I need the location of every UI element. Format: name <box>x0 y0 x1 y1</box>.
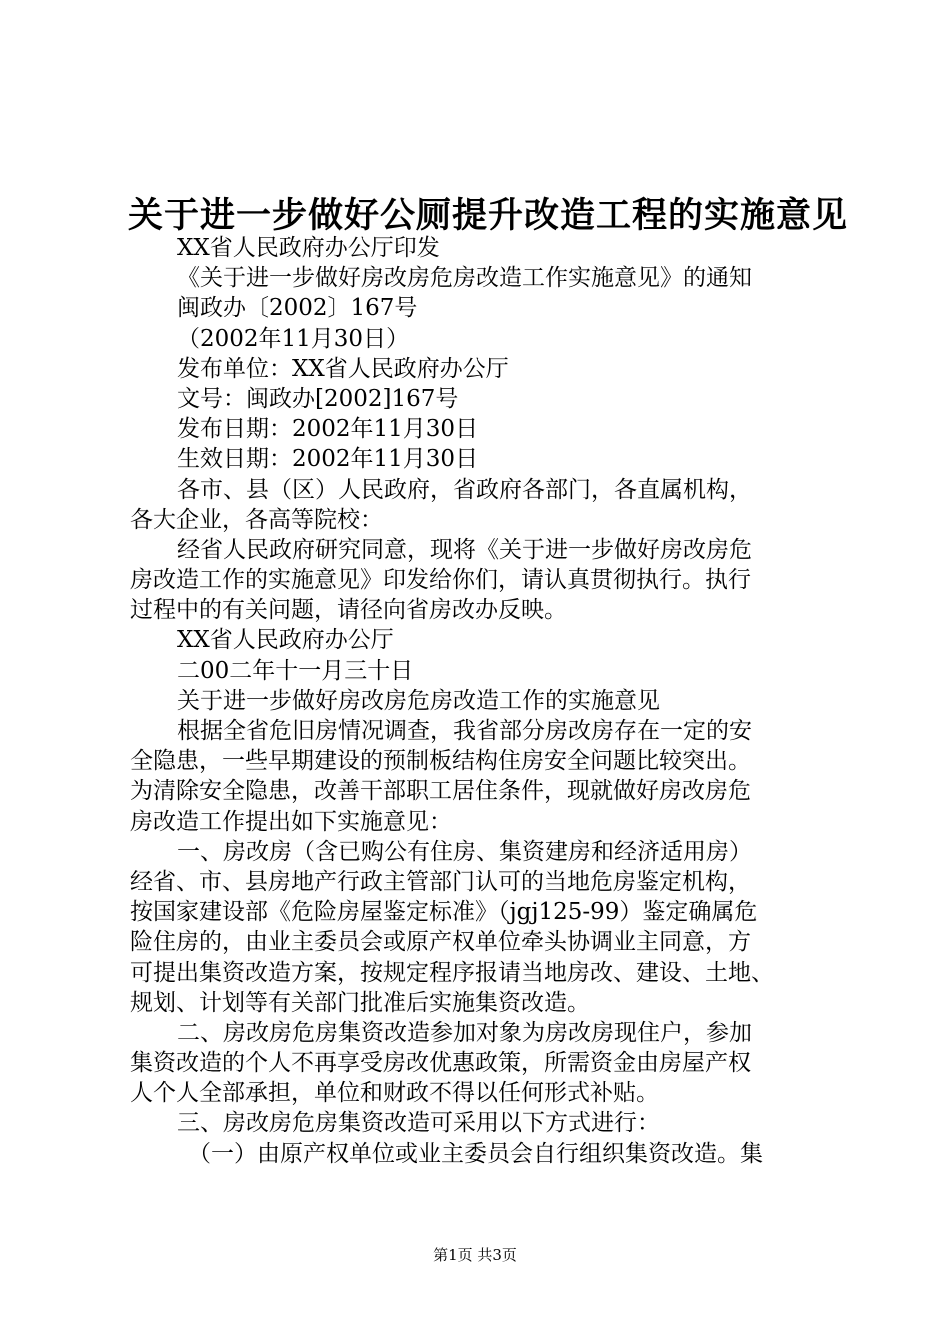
text-line: 关于进一步做好房改房危房改造工作的实施意见 <box>177 687 660 714</box>
document-body <box>130 233 835 1169</box>
text-line: 《关于进一步做好房改房危房改造工作实施意见》的通知 <box>177 265 752 292</box>
text-line: XX省人民政府办公厅印发 <box>177 235 440 261</box>
text-line: 发布单位：XX省人民政府办公厅 <box>177 355 509 382</box>
text-line: 规划、计划等有关部门批准后实施集资改造。 <box>130 989 590 1016</box>
text-line: 各大企业，各高等院校： <box>130 506 383 533</box>
text-line: 可提出集资改造方案，按规定程序报请当地房改、建设、土地、 <box>130 959 774 986</box>
text-line: 闽政办〔2002〕167号 <box>177 295 418 322</box>
text-line: 一、房改房（含已购公有住房、集资建房和经济适用房） <box>177 838 752 865</box>
text-line: 经省人民政府研究同意，现将《关于进一步做好房改房危 <box>177 536 752 563</box>
text-line: 二00二年十一月三十日 <box>177 657 414 684</box>
text-line: （2002年11月30日） <box>177 325 410 352</box>
text-line: 文号：闽政办[2002]167号 <box>177 385 459 412</box>
text-line: 为清除安全隐患，改善干部职工居住条件，现就做好房改房危 <box>130 778 751 805</box>
text-line: 二、房改房危房集资改造参加对象为房改房现住户，参加 <box>177 1019 752 1046</box>
text-line: （一）由原产权单位或业主委员会自行组织集资改造。集 <box>188 1140 763 1167</box>
text-line: 生效日期：2002年11月30日 <box>177 446 479 473</box>
text-line: 过程中的有关问题，请径向省房改办反映。 <box>130 597 567 624</box>
text-line: 经省、市、县房地产行政主管部门认可的当地危房鉴定机构， <box>130 868 751 895</box>
text-line: 险住房的，由业主委员会或原产权单位牵头协调业主同意，方 <box>130 929 751 956</box>
text-line: 各市、县（区）人民政府，省政府各部门，各直属机构， <box>177 476 752 503</box>
text-line: 集资改造的个人不再享受房改优惠政策，所需资金由房屋产权 <box>130 1050 751 1077</box>
page-footer: 第1页 共3页 <box>433 1246 517 1264</box>
text-line: 房改造工作提出如下实施意见： <box>130 808 452 835</box>
text-line: XX省人民政府办公厅 <box>177 627 394 654</box>
text-line: 全隐患，一些早期建设的预制板结构住房安全问题比较突出。 <box>130 748 751 775</box>
text-line: 根据全省危旧房情况调查，我省部分房改房存在一定的安 <box>177 718 752 744</box>
document-title: 关于进一步做好公厕提升改造工程的实施意见 <box>128 195 849 236</box>
text-line: 人个人全部承担，单位和财政不得以任何形式补贴。 <box>130 1080 659 1107</box>
text-line: 按国家建设部《危险房屋鉴定标准》（jgj125-99）鉴定确属危 <box>130 899 758 926</box>
text-line: 发布日期：2002年11月30日 <box>177 416 479 443</box>
text-line: 三、房改房危房集资改造可采用以下方式进行： <box>177 1110 660 1137</box>
text-line: 房改造工作的实施意见》印发给你们，请认真贯彻执行。执行 <box>130 567 751 594</box>
